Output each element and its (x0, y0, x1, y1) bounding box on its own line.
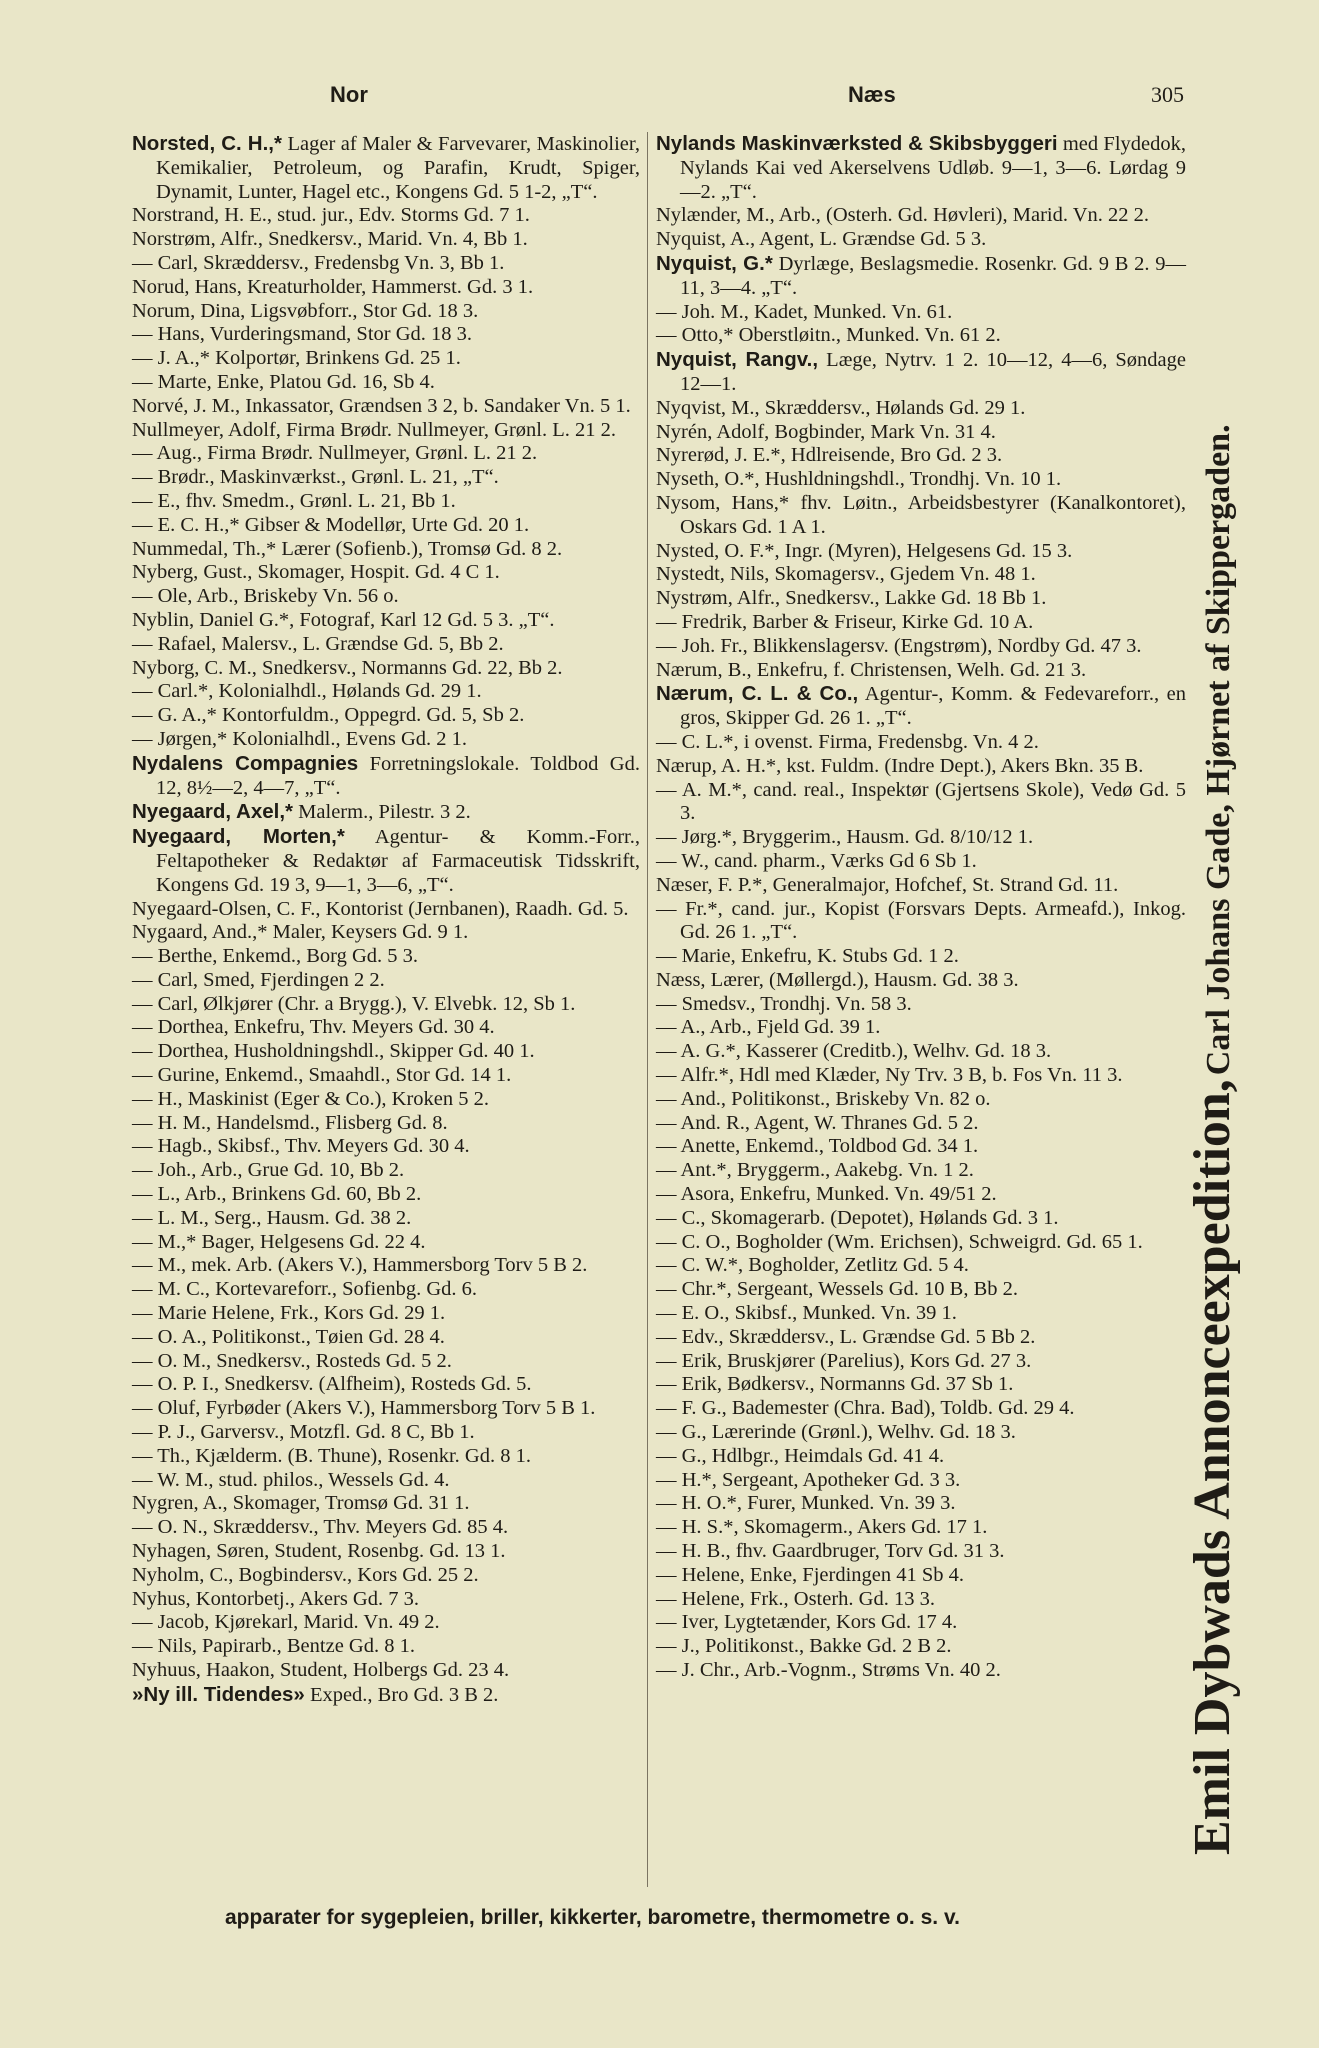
entry-text: — Erik, Bødkersv., Normanns Gd. 37 Sb 1. (656, 1373, 1014, 1396)
directory-entry (656, 1492, 1186, 1516)
directory-entry (656, 682, 1186, 731)
entry-text: — L., Arb., Brinkens Gd. 60, Bb 2. (132, 1183, 422, 1206)
directory-entry (132, 1183, 640, 1207)
entry-text: — M.,* Bager, Helgesens Gd. 22 4. (132, 1230, 426, 1253)
entry-text: — E. C. H.,* Gibser & Modellør, Urte Gd. 20 1. (132, 513, 530, 536)
entry-text: — Joh. Fr., Blikkenslagersv. (Engstrøm), Nordby Gd. 47 3. (656, 634, 1142, 657)
entry-text: — C. O., Bogholder (Wm. Erichsen), Schweigrd. Gd. 65 1. (656, 1230, 1143, 1253)
entry-name: Nyegaard, Axel,* (132, 800, 294, 824)
directory-entry (656, 1326, 1186, 1350)
directory-entry (656, 1088, 1186, 1112)
entry-text: Nyblin, Daniel G.*, Fotograf, Karl 12 Gd. 5 3. „T“. (132, 608, 555, 631)
entry-text: Nystedt, Nils, Skomagersv., Gjedem Vn. 48 1. (656, 563, 1036, 586)
directory-entry (656, 993, 1186, 1017)
directory-entry (132, 490, 640, 514)
entry-text: — Dorthea, Husholdningshdl., Skipper Gd. 40 1. (132, 1040, 535, 1063)
entry-text: Agentur-, Komm. & Fedevareforr., en gros, Skipper Gd. 26 1. „T“. (680, 683, 1186, 730)
entry-text: Malerm., Pilestr. 3 2. (298, 801, 471, 824)
directory-entry (656, 1421, 1186, 1445)
directory-entry (132, 371, 640, 395)
entry-text: Nærup, A. H.*, kst. Fuldm. (Indre Dept.), Akers Bkn. 35 B. (656, 754, 1144, 777)
entry-text: — Joh., Arb., Grue Gd. 10, Bb 2. (132, 1159, 405, 1182)
entry-text: — Iver, Lygtetænder, Kors Gd. 17 4. (656, 1611, 958, 1634)
entry-text: — Hans, Vurderingsmand, Stor Gd. 18 3. (132, 323, 473, 346)
entry-text: — Jørgen,* Kolonialhdl., Evens Gd. 2 1. (132, 727, 467, 750)
entry-text: — H. M., Handelsmd., Flisberg Gd. 8. (132, 1111, 448, 1134)
directory-entry (132, 1278, 640, 1302)
directory-entry (656, 1588, 1186, 1612)
side-ad-main: Emil Dybwads Annonceexpedition, (1184, 1079, 1241, 1855)
entry-text: — H. O.*, Furer, Munked. Vn. 39 3. (656, 1492, 956, 1515)
entry-text: — Jørg.*, Bryggerim., Hausm. Gd. 8/10/12 1. (656, 826, 1034, 849)
directory-entry (656, 1112, 1186, 1136)
entry-text: Nyegaard-Olsen, C. F., Kontorist (Jernbanen), Raadh. Gd. 5. (132, 897, 629, 920)
directory-entry (656, 611, 1186, 635)
entry-text: — O. A., Politikonst., Tøien Gd. 28 4. (132, 1325, 445, 1348)
entry-name: Nyquist, G.* (656, 251, 773, 275)
entry-text: — C. W.*, Bogholder, Zetlitz Gd. 5 4. (656, 1254, 969, 1277)
entry-text: — Dorthea, Enkefru, Thv. Meyers Gd. 30 4. (132, 1016, 495, 1039)
entry-text: Nullmeyer, Adolf, Firma Brødr. Nullmeyer, Grønl. L. 21 2. (132, 418, 617, 441)
entry-text: Nærum, B., Enkefru, f. Christensen, Welh. Gd. 21 3. (656, 658, 1087, 681)
directory-entry (656, 1611, 1186, 1635)
entry-text: — Carl, Smed, Fjerdingen 2 2. (132, 968, 385, 991)
directory-entry (132, 1469, 640, 1493)
directory-entry (132, 1088, 640, 1112)
entry-text: Exped., Bro Gd. 3 B 2. (309, 1683, 499, 1706)
entry-text: Norstrand, H. E., stud. jur., Edv. Storms Gd. 7 1. (132, 204, 530, 227)
entry-text: — Marie Helene, Frk., Kors Gd. 29 1. (132, 1302, 446, 1325)
directory-entry (656, 969, 1186, 993)
directory-entry (656, 659, 1186, 683)
directory-entry (132, 993, 640, 1017)
directory-entry (132, 252, 640, 276)
directory-entry (132, 921, 640, 945)
entry-text: Nyquist, A., Agent, L. Grændse Gd. 5 3. (656, 228, 987, 251)
directory-entry (132, 1135, 640, 1159)
directory-entry (132, 347, 640, 371)
header-left: Nor (330, 82, 368, 107)
directory-entry (132, 395, 640, 419)
directory-entry (656, 898, 1186, 946)
directory-entry (132, 538, 640, 562)
directory-entry (132, 323, 640, 347)
entry-name: »Ny ill. Tidendes» (132, 1682, 305, 1706)
directory-entry (132, 825, 640, 897)
entry-text: — O. M., Snedkersv., Rosteds Gd. 5 2. (132, 1349, 452, 1372)
entry-text: Lager af Maler & Farvevarer, Maskinolier, Kemikalier, Petroleum, og Parafin, Krudt, Spiger, Dynamit, Lunter, Hagel etc., Kongens Gd. 5 1-2, „T“. (156, 133, 641, 203)
directory-entry (656, 826, 1186, 850)
directory-entry (132, 1445, 640, 1469)
entry-text: — G., Hdlbgr., Heimdals Gd. 41 4. (656, 1444, 945, 1467)
entry-text: Nyborg, C. M., Snedkersv., Normanns Gd. 22, Bb 2. (132, 656, 563, 679)
entry-text: — Berthe, Enkemd., Borg Gd. 5 3. (132, 945, 419, 968)
directory-entry (656, 228, 1186, 252)
entry-text: — W. M., stud. philos., Wessels Gd. 4. (132, 1468, 450, 1491)
entry-text: — J. Chr., Arb.-Vognm., Strøms Vn. 40 2. (656, 1659, 1001, 1681)
entry-text: — C., Skomagerarb. (Depotet), Hølands Gd. 3 1. (656, 1206, 1059, 1229)
directory-entry (132, 657, 640, 681)
directory-entry (132, 1373, 640, 1397)
directory-entry (656, 874, 1186, 898)
entry-text: — Helene, Frk., Osterh. Gd. 13 3. (656, 1587, 935, 1610)
directory-entry (656, 563, 1186, 587)
entry-text: Norvé, J. M., Inkassator, Grændsen 3 2, b. Sandaker Vn. 5 1. (132, 394, 631, 417)
directory-entry (656, 1278, 1186, 1302)
entry-text: — Gurine, Enkemd., Smaahdl., Stor Gd. 14 1. (132, 1064, 512, 1087)
entry-text: — O. P. I., Snedkersv. (Alfheim), Rosteds Gd. 5. (132, 1373, 532, 1396)
entry-text: — Ant.*, Bryggerm., Aakebg. Vn. 1 2. (656, 1159, 974, 1182)
directory-entry (656, 1540, 1186, 1564)
directory-entry (132, 945, 640, 969)
entry-text: — Helene, Enke, Fjerdingen 41 Sb 4. (656, 1563, 965, 1586)
entry-text: — Carl.*, Kolonialhdl., Hølands Gd. 29 1. (132, 680, 482, 703)
entry-text: Norud, Hans, Kreaturholder, Hammerst. Gd. 3 1. (132, 275, 534, 298)
entry-text: — Nils, Papirarb., Bentze Gd. 8 1. (132, 1635, 415, 1658)
entry-text: — Jacob, Kjørekarl, Marid. Vn. 49 2. (132, 1611, 440, 1634)
entry-text: — A., Arb., Fjeld Gd. 39 1. (656, 1016, 881, 1039)
directory-entry (132, 204, 640, 228)
entry-text: Nygren, A., Skomager, Tromsø Gd. 31 1. (132, 1492, 470, 1515)
directory-entry (132, 1540, 640, 1564)
entry-text: — Hagb., Skibsf., Thv. Meyers Gd. 30 4. (132, 1135, 470, 1158)
directory-entry (132, 609, 640, 633)
side-advertisement (1178, 335, 1248, 1855)
directory-entry (132, 1016, 640, 1040)
directory-entry (656, 540, 1186, 564)
left-column (132, 132, 640, 1708)
entry-text: — J., Politikonst., Bakke Gd. 2 B 2. (656, 1635, 952, 1658)
entry-text: — O. N., Skræddersv., Thv. Meyers Gd. 85 4. (132, 1516, 509, 1539)
entry-text: — Carl, Skræddersv., Fredensbg Vn. 3, Bb 1. (132, 251, 505, 274)
entry-text: — Smedsv., Trondhj. Vn. 58 3. (656, 992, 912, 1015)
entry-text: Nyqvist, M., Skræddersv., Hølands Gd. 29 1. (656, 396, 1026, 419)
entry-text: — C. L.*, i ovenst. Firma, Fredensbg. Vn. 4 2. (656, 730, 1039, 753)
entry-text: Nyberg, Gust., Skomager, Hospit. Gd. 4 C 1. (132, 561, 500, 584)
directory-entry (132, 514, 640, 538)
entry-name: Nylands Maskinværksted & Skibsbyggeri (656, 132, 1058, 155)
entry-text: — Brødr., Maskinværkst., Grønl. L. 21, „T“. (132, 466, 499, 489)
directory-entry (132, 752, 640, 801)
directory-entry (132, 898, 640, 922)
entry-text: — Marie, Enkefru, K. Stubs Gd. 1 2. (656, 945, 959, 968)
directory-entry (656, 945, 1186, 969)
entry-text: — Oluf, Fyrbøder (Akers V.), Hammersborg Torv 5 B 1. (132, 1397, 596, 1420)
entry-text: Nygaard, And.,* Maler, Keysers Gd. 9 1. (132, 921, 469, 944)
entry-text: — P. J., Garversv., Motzfl. Gd. 8 C, Bb 1. (132, 1421, 475, 1444)
directory-entry (656, 1635, 1186, 1659)
entry-text: — Rafael, Malersv., L. Grændse Gd. 5, Bb 2. (132, 632, 504, 655)
entry-text: — Edv., Skræddersv., L. Grændse Gd. 5 Bb 2. (656, 1325, 1036, 1348)
entry-text: — W., cand. pharm., Værks Gd 6 Sb 1. (656, 849, 977, 872)
directory-entry (132, 419, 640, 443)
directory-entry (132, 1254, 640, 1278)
entry-text: Norstrøm, Alfr., Snedkersv., Marid. Vn. 4, Bb 1. (132, 228, 528, 251)
directory-entry (656, 1040, 1186, 1064)
entry-text: — H.*, Sergeant, Apotheker Gd. 3 3. (656, 1468, 961, 1491)
directory-entry (656, 252, 1186, 301)
directory-entry (656, 421, 1186, 445)
directory-entry (656, 324, 1186, 348)
directory-entry (132, 1207, 640, 1231)
directory-entry (656, 1159, 1186, 1183)
directory-entry (132, 1421, 640, 1445)
entry-text: Dyrlæge, Beslagsmedie. Rosenkr. Gd. 9 B 2. 9—11, 3—4. „T“. (680, 252, 1187, 299)
directory-entry (132, 1350, 640, 1374)
entry-text: — Joh. M., Kadet, Munked. Vn. 61. (656, 300, 953, 323)
directory-entry (132, 585, 640, 609)
directory-entry (132, 228, 640, 252)
side-ad-sub: Carl Johans Gade, Hjørnet af Skippergaden. (1200, 424, 1237, 1076)
directory-entry (132, 1516, 640, 1540)
directory-entry (656, 779, 1186, 827)
directory-entry (656, 1302, 1186, 1326)
entry-text: — F. G., Bademester (Chra. Bad), Toldb. Gd. 29 4. (656, 1397, 1075, 1420)
entry-text: — Fredrik, Barber & Friseur, Kirke Gd. 10 A. (656, 610, 1034, 633)
directory-entry (132, 1112, 640, 1136)
entry-text: Nystrøm, Alfr., Snedkersv., Lakke Gd. 18 Bb 1. (656, 587, 1047, 610)
entry-text: — E., fhv. Smedm., Grønl. L. 21, Bb 1. (132, 489, 456, 512)
directory-entry (132, 1659, 640, 1683)
directory-entry (132, 300, 640, 324)
directory-entry (132, 1397, 640, 1421)
header-center: Næs (848, 82, 896, 107)
directory-entry (656, 1564, 1186, 1588)
entry-text: Nyhagen, Søren, Student, Rosenbg. Gd. 13 1. (132, 1540, 506, 1563)
directory-entry (132, 1611, 640, 1635)
directory-entry (656, 468, 1186, 492)
entry-text: — L. M., Serg., Hausm. Gd. 38 2. (132, 1206, 412, 1229)
directory-entry (132, 969, 640, 993)
directory-entry (656, 204, 1186, 228)
entry-text: med Flydedok, Nylands Kai ved Akerselvens Udløb. 9—1, 3—6. Lørdag 9—2. „T“. (680, 133, 1187, 203)
directory-entry (656, 1445, 1186, 1469)
directory-entry (656, 1516, 1186, 1540)
directory-entry (656, 397, 1186, 421)
directory-entry (132, 466, 640, 490)
directory-entry (656, 755, 1186, 779)
directory-entry (656, 1207, 1186, 1231)
directory-entry (132, 1040, 640, 1064)
directory-entry (656, 1254, 1186, 1278)
directory-entry (132, 561, 640, 585)
entry-text: Nysted, O. F.*, Ingr. (Myren), Helgesens Gd. 15 3. (656, 539, 1073, 562)
entry-text: — M. C., Kortevareforr., Sofienbg. Gd. 6. (132, 1278, 478, 1301)
entry-text: — Asora, Enkefru, Munked. Vn. 49/51 2. (656, 1183, 997, 1206)
directory-entry (132, 800, 640, 825)
directory-entry (656, 492, 1186, 540)
entry-text: — Fr.*, cand. jur., Kopist (Forsvars Depts. Armeafd.), Inkog. Gd. 26 1. „T“. (656, 897, 1186, 944)
page-number: 305 (1151, 82, 1184, 107)
entry-text: — Aug., Firma Brødr. Nullmeyer, Grønl. L. 21 2. (132, 442, 538, 465)
entry-text: — Otto,* Oberstløitn., Munked. Vn. 61 2. (656, 324, 1001, 347)
directory-entry (656, 1397, 1186, 1421)
entry-text: Læge, Nytrv. 1 2. 10—12, 4—6, Søndage 12—1. (680, 349, 1187, 395)
column-divider (647, 132, 648, 1887)
entry-text: Nylænder, M., Arb., (Osterh. Gd. Høvleri), Marid. Vn. 22 2. (656, 204, 1150, 227)
bottom-advertisement: apparater for sygepleien, briller, kikkerter, barometre, thermometre o. s. v. (225, 1906, 960, 1929)
entry-text: Nyholm, C., Bogbindersv., Kors Gd. 25 2. (132, 1563, 479, 1586)
directory-entry (132, 728, 640, 752)
directory-entry (132, 1683, 640, 1708)
entry-name: Nyquist, Rangv., (656, 348, 819, 372)
entry-text: — And., Politikonst., Briskeby Vn. 82 o. (656, 1087, 991, 1110)
entry-text: — H. B., fhv. Gaardbruger, Torv Gd. 31 3. (656, 1540, 1005, 1563)
directory-entry (656, 1064, 1186, 1088)
directory-entry (656, 348, 1186, 397)
directory-entry (132, 1588, 640, 1612)
entry-text: — Ole, Arb., Briskeby Vn. 56 o. (132, 585, 399, 608)
entry-text: — Erik, Bruskjører (Parelius), Kors Gd. 27 3. (656, 1349, 1032, 1372)
entry-text: Nummedal, Th.,* Lærer (Sofienb.), Tromsø Gd. 8 2. (132, 537, 563, 560)
entry-text: — Carl, Ølkjører (Chr. a Brygg.), V. Elvebk. 12, Sb 1. (132, 992, 576, 1015)
entry-text: Agentur- & Komm.-Forr., Feltapotheker & Redaktør af Farmaceutisk Tidsskrift, Kongens Gd. 19 3, 9—1, 3—6, „T“. (156, 826, 640, 896)
directory-entry (656, 1373, 1186, 1397)
directory-entry (132, 1302, 640, 1326)
entry-text: — J. A.,* Kolportør, Brinkens Gd. 25 1. (132, 347, 461, 370)
entry-text: — A. M.*, cand. real., Inspektør (Gjertsens Skole), Vedø Gd. 5 3. (656, 778, 1186, 825)
entry-text: Næser, F. P.*, Generalmajor, Hofchef, St. Strand Gd. 11. (656, 873, 1119, 896)
entry-text: Nyseth, O.*, Hushldningshdl., Trondhj. Vn. 10 1. (656, 468, 1062, 491)
directory-entry (656, 731, 1186, 755)
directory-entry (132, 1492, 640, 1516)
entry-text: — G. A.,* Kontorfuldm., Oppegrd. Gd. 5, Sb 2. (132, 704, 525, 727)
directory-entry (656, 587, 1186, 611)
entry-text: — Marte, Enke, Platou Gd. 16, Sb 4. (132, 370, 435, 393)
entry-text: Næss, Lærer, (Møllergd.), Hausm. Gd. 38 3. (656, 968, 1019, 991)
entry-name: Norsted, C. H.,* (132, 132, 282, 155)
directory-entry (132, 1231, 640, 1255)
directory-entry (656, 635, 1186, 659)
directory-entry (132, 633, 640, 657)
entry-text: Nyrerød, J. E.*, Hdlreisende, Bro Gd. 2 3. (656, 444, 1003, 467)
directory-entry (656, 301, 1186, 325)
directory-entry (656, 1469, 1186, 1493)
entry-text: — G., Lærerinde (Grønl.), Welhv. Gd. 18 3. (656, 1421, 1016, 1444)
directory-entry (656, 1231, 1186, 1255)
entry-text: — H., Maskinist (Eger & Co.), Kroken 5 2. (132, 1087, 489, 1110)
entry-text: Nysom, Hans,* fhv. Løitn., Arbeidsbestyrer (Kanalkontoret), Oskars Gd. 1 A 1. (656, 491, 1186, 538)
directory-entry (132, 442, 640, 466)
directory-entry (132, 276, 640, 300)
entry-text: — E. O., Skibsf., Munked. Vn. 39 1. (656, 1302, 957, 1325)
entry-text: Forretningslokale. Toldbod Gd. 12, 8½—2, 4—7, „T“. (156, 752, 640, 799)
directory-entry (656, 850, 1186, 874)
directory-entry (132, 1064, 640, 1088)
entry-text: — Th., Kjælderm. (B. Thune), Rosenkr. Gd. 8 1. (132, 1444, 531, 1467)
entry-text: — And. R., Agent, W. Thranes Gd. 5 2. (656, 1111, 979, 1134)
entry-text: Nyrén, Adolf, Bogbinder, Mark Vn. 31 4. (656, 420, 996, 443)
entry-text: — Chr.*, Sergeant, Wessels Gd. 10 B, Bb 2. (656, 1278, 1019, 1301)
directory-entry (656, 1350, 1186, 1374)
entry-name: Nærum, C. L. & Co., (656, 682, 859, 706)
directory-entry (132, 704, 640, 728)
entry-text: — Alfr.*, Hdl med Klæder, Ny Trv. 3 B, b. Fos Vn. 11 3. (656, 1064, 1123, 1087)
directory-entry (656, 444, 1186, 468)
right-column (656, 132, 1186, 1683)
entry-text: Norum, Dina, Ligsvøbforr., Stor Gd. 18 3. (132, 299, 479, 322)
entry-name: Nyegaard, Morten,* (132, 825, 345, 849)
entry-text: — H. S.*, Skomagerm., Akers Gd. 17 1. (656, 1516, 988, 1539)
entry-text: — A. G.*, Kasserer (Creditb.), Welhv. Gd. 18 3. (656, 1040, 1052, 1063)
directory-entry (132, 1159, 640, 1183)
entry-text: — M., mek. Arb. (Akers V.), Hammersborg Torv 5 B 2. (132, 1254, 588, 1277)
directory-entry (132, 132, 640, 204)
directory-entry (656, 1183, 1186, 1207)
directory-entry (132, 1326, 640, 1350)
directory-entry (656, 132, 1186, 204)
directory-entry (132, 680, 640, 704)
directory-entry (656, 1659, 1186, 1683)
directory-entry (132, 1635, 640, 1659)
entry-text: Nyhus, Kontorbetj., Akers Gd. 7 3. (132, 1587, 419, 1610)
directory-entry (132, 1564, 640, 1588)
directory-entry (656, 1016, 1186, 1040)
entry-text: Nyhuus, Haakon, Student, Holbergs Gd. 23 4. (132, 1659, 510, 1681)
entry-name: Nydalens Compagnies (132, 751, 359, 775)
entry-text: — Anette, Enkemd., Toldbod Gd. 34 1. (656, 1135, 979, 1158)
directory-entry (656, 1135, 1186, 1159)
